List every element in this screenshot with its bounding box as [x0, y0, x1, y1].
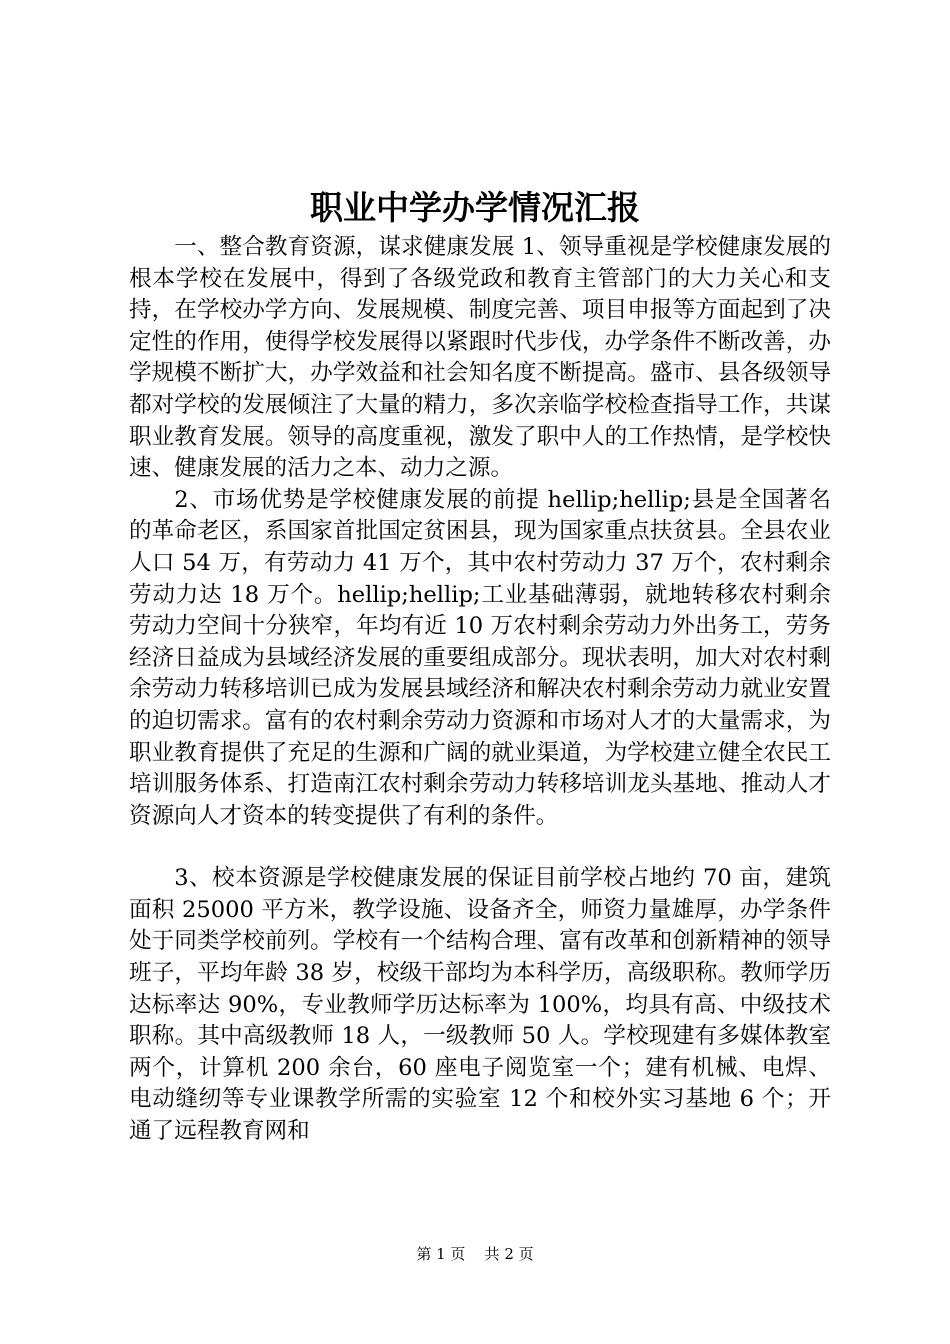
page-number: 第 1 页 — [416, 1245, 466, 1263]
page-total: 共 2 页 — [484, 1245, 534, 1263]
paragraph-1: 一、整合教育资源，谋求健康发展 1、领导重视是学校健康发展的根本学校在发展中，得到了各级党政和教育主管部门的大力关心和支持，在学校办学方向、发展规模、制度完善、项目申报等方面起到了决定性的作用，使得学校发展得以紧跟时代步伐，办学条件不断改善，办学规模不断扩大，办学效益和社会知名度不断提高。盛市、县各级领导都对学校的发展倾注了大量的精力，多次亲临学校检查指导工作，共谋职业教育发展。领导的高度重视，激发了职中人的工作热情，是学校快速、健康发展的活力之本、动力之源。 — [129, 234, 831, 482]
page-footer — [0, 1244, 950, 1264]
document-body — [129, 232, 831, 1148]
page-title: 职业中学办学情况汇报 — [310, 188, 640, 227]
paragraph-3: 3、校本资源是学校健康发展的保证目前学校占地约 70 亩，建筑面积 25000 平方米，教学设施、设备齐全，师资力量雄厚，办学条件处于同类学校前列。学校有一个结构合理、富有改革和创新精神的领导班子，平均年龄 38 岁，校级干部均为本科学历，高级职称。教师学历达标率达 90%，专业教师学历达标率为 100%，均具有高、中级技术职称。其中高级教师 18 人，一级教师 50 人。学校现建有多媒体教室两个，计算机 200 余台，60 座电子阅览室一个；建有机械、电焊、电动缝纫等专业课教学所需的实验室 12 个和校外实习基地 6 个；开通了远程教育网和 — [129, 865, 831, 1145]
paragraph-2: 2、市场优势是学校健康发展的前提 hellip;hellip;县是全国著名的革命老区，系国家首批国定贫困县，现为国家重点扶贫县。全县农业人口 54 万，有劳动力 41 万个，其中农村劳动力 37 万个，农村剩余劳动力达 18 万个。hellip;hellip;工业基础薄弱，就地转移农村剩余劳动力空间十分狭窄，年均有近 10 万农村剩余劳动力外出务工，劳务经济日益成为县域经济发展的重要组成部分。现状表明，加大对农村剩余劳动力转移培训已成为发展县域经济和解决农村剩余劳动力就业安置的迫切需求。富有的农村剩余劳动力资源和市场对人才的大量需求，为职业教育提供了充足的生源和广阔的就业渠道，为学校建立健全农民工培训服务体系、打造南江农村剩余劳动力转移培训龙头基地、推动人才资源向人才资本的转变提供了有利的条件。 — [129, 486, 831, 829]
